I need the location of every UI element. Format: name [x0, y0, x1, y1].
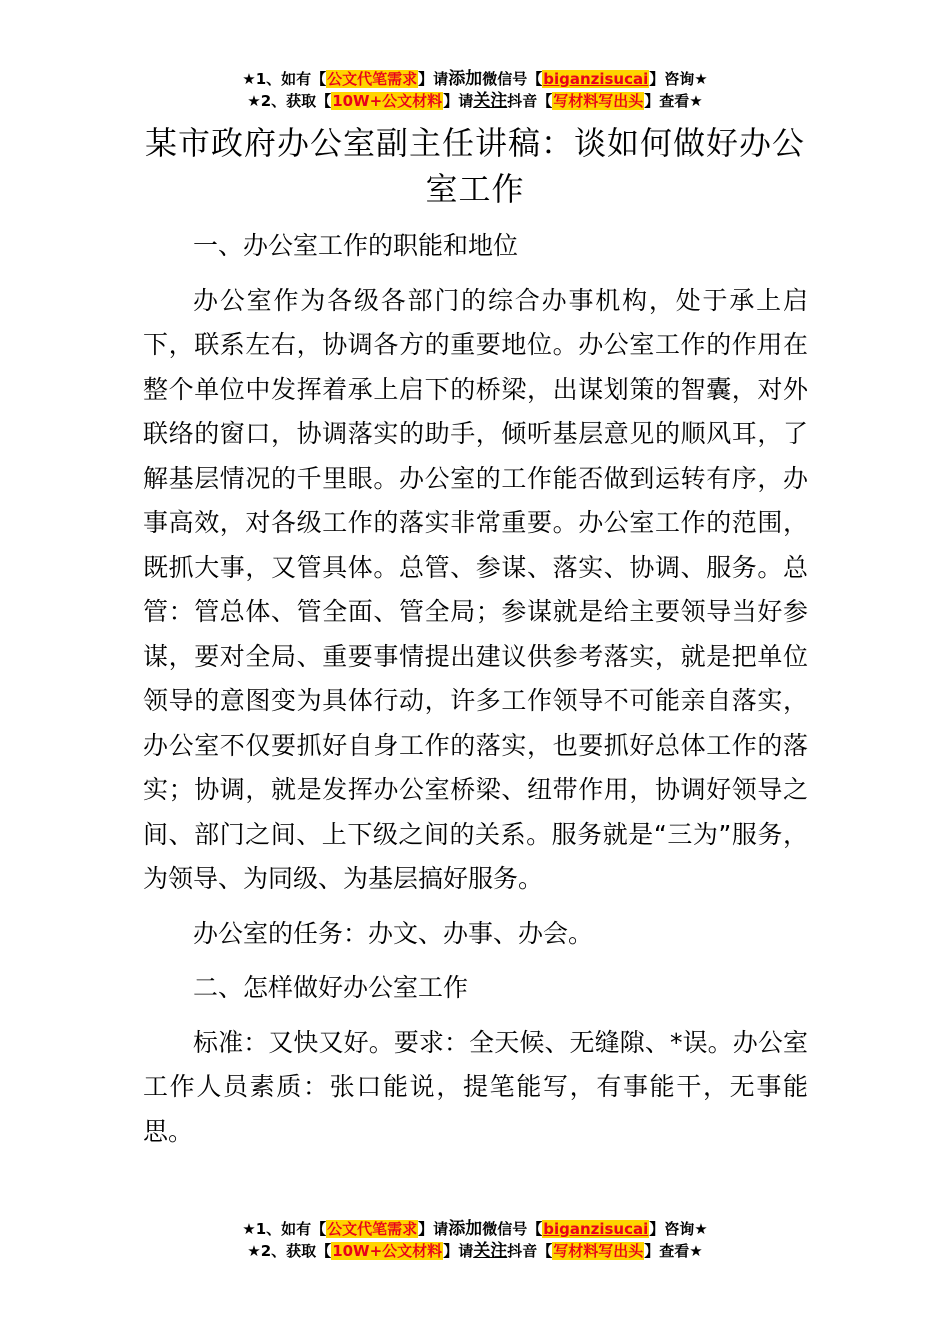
- banner-text: ★1、如有【: [242, 1220, 327, 1238]
- banner-text: 】请: [418, 1220, 449, 1238]
- banner-text: 抖音【: [507, 1242, 553, 1260]
- banner-emphasis: 添加: [448, 1219, 483, 1239]
- banner-text: 】查看★: [644, 1242, 703, 1260]
- header-banner-line-1: [0, 68, 950, 90]
- footer-banner-line-1: [0, 1218, 950, 1240]
- header-banner: [0, 68, 950, 112]
- banner-text: 】请: [443, 92, 474, 110]
- body-paragraph-1: 办公室作为各级各部门的综合办事机构，处于承上启下，联系左右，协调各方的重要地位。办公室工作的作用在整个单位中发挥着承上启下的桥梁，出谋划策的智囊，对外联络的窗口，协调落实的助手，倾听基层意见的顺风耳，了解基层情况的千里眼。办公室的工作能否做到运转有序，办事高效，对各级工作的落实非常重要。办公室工作的范围，既抓大事，又管具体。总管、参谋、落实、协调、服务。总管：管总体、管全面、管全局；参谋就是给主要领导当好参谋，要对全局、重要事情提出建议供参考落实，就是把单位领导的意图变为具体行动，许多工作领导不可能亲自落实，办公室不仅要抓好自身工作的落实，也要抓好总体工作的落实；协调，就是发挥办公室桥梁、纽带作用，协调好领导之间、部门之间、上下级之间的关系。服务就是“三为”服务，为领导、为同级、为基层搞好服务。: [143, 285, 808, 893]
- section-heading-1: 一、办公室工作的职能和地位: [193, 231, 519, 260]
- document-title: 某市政府办公室副主任讲稿：谈如何做好办公室工作: [144, 124, 805, 208]
- body-paragraph-3: 标准：又快又好。要求：全天候、无缝隙、*误。办公室工作人员素质：张口能说，提笔能写，有事能干，无事能思。: [143, 1027, 808, 1146]
- banner-text: 】请: [443, 1242, 474, 1260]
- footer-banner: [0, 1218, 950, 1262]
- banner-text: 抖音【: [507, 92, 553, 110]
- banner-text: ★2、获取【: [247, 1242, 332, 1260]
- banner-text: 】查看★: [644, 92, 703, 110]
- header-banner-line-2: [0, 90, 950, 112]
- banner-highlight: 公文代笔需求: [327, 1220, 418, 1238]
- banner-text: 】咨询★: [649, 1220, 708, 1238]
- banner-text: 微信号【: [482, 70, 543, 88]
- banner-douyin-id: 写材料写出头: [553, 1242, 644, 1260]
- document-body: [143, 224, 808, 1154]
- banner-text: 】咨询★: [649, 70, 708, 88]
- banner-highlight: 10W+公文材料: [332, 1242, 443, 1260]
- banner-text: ★2、获取【: [247, 92, 332, 110]
- section-heading-2: 二、怎样做好办公室工作: [193, 973, 469, 1002]
- banner-emphasis: 关注: [473, 91, 508, 111]
- banner-douyin-id: 写材料写出头: [553, 92, 644, 110]
- banner-highlight: 公文代笔需求: [327, 70, 418, 88]
- banner-text: 】请: [418, 70, 449, 88]
- banner-wechat-id: biganzisucai: [543, 70, 649, 88]
- banner-emphasis: 关注: [473, 1241, 508, 1261]
- banner-emphasis: 添加: [448, 69, 483, 89]
- banner-text: 微信号【: [482, 1220, 543, 1238]
- banner-text: ★1、如有【: [242, 70, 327, 88]
- footer-banner-line-2: [0, 1240, 950, 1262]
- body-paragraph-2: 办公室的任务：办文、办事、办会。: [193, 918, 594, 948]
- banner-highlight: 10W+公文材料: [332, 92, 443, 110]
- banner-wechat-id: biganzisucai: [543, 1220, 649, 1238]
